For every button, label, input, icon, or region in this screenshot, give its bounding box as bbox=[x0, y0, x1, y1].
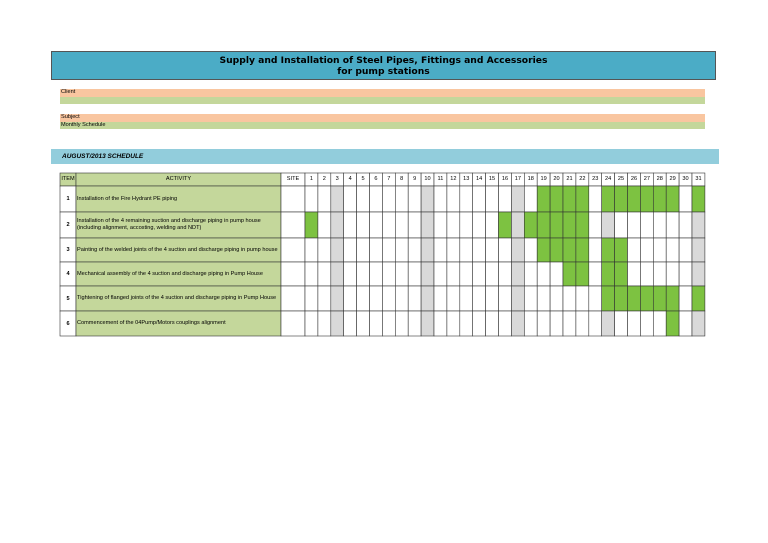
day-cell bbox=[447, 311, 460, 336]
day-cell bbox=[331, 286, 344, 311]
header-day-27: 27 bbox=[643, 176, 650, 182]
active-day-cell bbox=[615, 262, 628, 286]
day-cell bbox=[589, 186, 602, 212]
activity-text: Mechanical assembly of the 4 suction and discharge piping in Pump House bbox=[77, 270, 263, 277]
day-cell bbox=[357, 238, 370, 262]
day-cell bbox=[692, 311, 705, 336]
day-cell bbox=[408, 286, 421, 311]
day-cell bbox=[679, 311, 692, 336]
active-day-cell bbox=[550, 212, 563, 238]
active-day-cell bbox=[563, 186, 576, 212]
header-day-19: 19 bbox=[540, 176, 547, 182]
day-cell bbox=[460, 238, 473, 262]
day-cell bbox=[370, 286, 383, 311]
day-cell bbox=[421, 286, 434, 311]
active-day-cell bbox=[653, 186, 666, 212]
day-cell bbox=[524, 262, 537, 286]
site-cell bbox=[281, 186, 305, 212]
day-cell bbox=[692, 262, 705, 286]
day-cell bbox=[344, 186, 357, 212]
active-day-cell bbox=[537, 212, 550, 238]
site-cell bbox=[281, 262, 305, 286]
header-day-26: 26 bbox=[630, 176, 638, 182]
active-day-cell bbox=[576, 238, 589, 262]
day-cell bbox=[550, 286, 563, 311]
day-cell bbox=[499, 311, 512, 336]
day-cell bbox=[421, 311, 434, 336]
day-cell bbox=[653, 311, 666, 336]
header-day-10: 10 bbox=[424, 176, 431, 182]
day-cell bbox=[318, 286, 331, 311]
active-day-cell bbox=[563, 262, 576, 286]
day-cell bbox=[473, 186, 486, 212]
header-activity: ACTIVITY bbox=[165, 176, 192, 182]
title-line-2: for pump stations bbox=[337, 65, 430, 77]
active-day-cell bbox=[666, 311, 679, 336]
day-cell bbox=[537, 286, 550, 311]
day-cell bbox=[357, 262, 370, 286]
day-cell bbox=[679, 186, 692, 212]
day-cell bbox=[486, 186, 499, 212]
header-day-24: 24 bbox=[605, 176, 612, 182]
active-day-cell bbox=[692, 286, 705, 311]
day-cell bbox=[357, 311, 370, 336]
day-cell bbox=[576, 311, 589, 336]
active-day-cell bbox=[602, 286, 615, 311]
header-day-13: 13 bbox=[463, 176, 470, 182]
header-day-9: 9 bbox=[413, 176, 417, 182]
activity-text: Tightening of flanged joints of the 4 suction and discharge piping in Pump House bbox=[77, 295, 277, 302]
active-day-cell bbox=[563, 238, 576, 262]
day-cell bbox=[576, 286, 589, 311]
site-cell bbox=[281, 311, 305, 336]
day-cell bbox=[537, 311, 550, 336]
day-cell bbox=[524, 186, 537, 212]
header-day-3: 3 bbox=[335, 176, 339, 182]
day-cell bbox=[499, 238, 512, 262]
day-cell bbox=[653, 238, 666, 262]
header-day-31: 31 bbox=[695, 176, 702, 182]
day-cell bbox=[357, 212, 370, 238]
item-number: 6 bbox=[66, 320, 70, 327]
active-day-cell bbox=[666, 186, 679, 212]
client-label: Client bbox=[61, 89, 76, 95]
day-cell bbox=[628, 238, 641, 262]
header-day-7: 7 bbox=[387, 176, 391, 182]
header-day-25: 25 bbox=[617, 176, 625, 182]
day-cell bbox=[344, 262, 357, 286]
day-cell bbox=[602, 212, 615, 238]
day-cell bbox=[473, 262, 486, 286]
day-cell bbox=[305, 238, 318, 262]
day-cell bbox=[460, 186, 473, 212]
day-cell bbox=[460, 286, 473, 311]
day-cell bbox=[395, 262, 408, 286]
day-cell bbox=[408, 238, 421, 262]
active-day-cell bbox=[615, 238, 628, 262]
day-cell bbox=[499, 186, 512, 212]
active-day-cell bbox=[640, 286, 653, 311]
day-cell bbox=[408, 311, 421, 336]
active-day-cell bbox=[628, 186, 641, 212]
day-cell bbox=[511, 238, 524, 262]
day-cell bbox=[408, 212, 421, 238]
day-cell bbox=[395, 286, 408, 311]
activity-text: Installation of the 4 remaining suction and discharge piping in pump house (including alignment, accosting, welding and NDT) bbox=[77, 218, 261, 231]
day-cell bbox=[460, 262, 473, 286]
header-day-28: 28 bbox=[656, 176, 663, 182]
item-number: 2 bbox=[66, 222, 70, 228]
item-number: 3 bbox=[66, 247, 70, 253]
day-cell bbox=[434, 286, 447, 311]
header-day-15: 15 bbox=[488, 176, 496, 182]
day-cell bbox=[357, 286, 370, 311]
day-cell bbox=[628, 262, 641, 286]
day-cell bbox=[511, 186, 524, 212]
day-cell bbox=[421, 186, 434, 212]
header-day-2: 2 bbox=[322, 176, 326, 182]
day-cell bbox=[511, 311, 524, 336]
day-cell bbox=[473, 238, 486, 262]
site-cell bbox=[281, 286, 305, 311]
day-cell bbox=[563, 286, 576, 311]
day-cell bbox=[344, 238, 357, 262]
day-cell bbox=[550, 311, 563, 336]
day-cell bbox=[370, 238, 383, 262]
header-day-16: 16 bbox=[501, 176, 509, 182]
active-day-cell bbox=[576, 212, 589, 238]
header-day-12: 12 bbox=[450, 176, 457, 182]
day-cell bbox=[382, 186, 395, 212]
header-day-5: 5 bbox=[361, 176, 365, 182]
header-item: ITEM bbox=[61, 176, 75, 182]
active-day-cell bbox=[576, 186, 589, 212]
day-cell bbox=[473, 311, 486, 336]
header-day-29: 29 bbox=[669, 176, 676, 182]
day-cell bbox=[679, 238, 692, 262]
active-day-cell bbox=[653, 286, 666, 311]
subject-value: Monthly Schedule bbox=[61, 122, 106, 128]
day-cell bbox=[421, 212, 434, 238]
activity-text: Installation of the Fire Hydrant PE piping bbox=[77, 195, 178, 202]
day-cell bbox=[344, 286, 357, 311]
day-cell bbox=[666, 262, 679, 286]
day-cell bbox=[550, 262, 563, 286]
day-cell bbox=[628, 212, 641, 238]
day-cell bbox=[486, 212, 499, 238]
day-cell bbox=[344, 311, 357, 336]
day-cell bbox=[486, 286, 499, 311]
day-cell bbox=[486, 311, 499, 336]
day-cell bbox=[382, 262, 395, 286]
active-day-cell bbox=[615, 286, 628, 311]
day-cell bbox=[421, 238, 434, 262]
day-cell bbox=[382, 311, 395, 336]
day-cell bbox=[589, 262, 602, 286]
day-cell bbox=[395, 212, 408, 238]
item-number: 5 bbox=[66, 295, 70, 302]
active-day-cell bbox=[524, 212, 537, 238]
day-cell bbox=[679, 286, 692, 311]
day-cell bbox=[395, 186, 408, 212]
header-day-17: 17 bbox=[514, 176, 521, 182]
day-cell bbox=[305, 186, 318, 212]
day-cell bbox=[499, 286, 512, 311]
day-cell bbox=[640, 311, 653, 336]
day-cell bbox=[679, 262, 692, 286]
day-cell bbox=[653, 262, 666, 286]
day-cell bbox=[382, 238, 395, 262]
header-day-11: 11 bbox=[437, 176, 444, 182]
header-day-21: 21 bbox=[566, 176, 573, 182]
day-cell bbox=[434, 212, 447, 238]
day-cell bbox=[408, 186, 421, 212]
day-cell bbox=[653, 212, 666, 238]
day-cell bbox=[434, 311, 447, 336]
day-cell bbox=[524, 238, 537, 262]
day-cell bbox=[640, 212, 653, 238]
day-cell bbox=[344, 212, 357, 238]
item-number: 1 bbox=[66, 196, 70, 202]
day-cell bbox=[473, 212, 486, 238]
activity-text: Painting of the welded joints of the 4 suction and discharge piping in pump house bbox=[77, 246, 278, 253]
header-day-14: 14 bbox=[476, 176, 483, 182]
active-day-cell bbox=[537, 238, 550, 262]
day-cell bbox=[331, 186, 344, 212]
day-cell bbox=[447, 286, 460, 311]
header-day-22: 22 bbox=[579, 176, 586, 182]
day-cell bbox=[370, 186, 383, 212]
day-cell bbox=[628, 311, 641, 336]
header-day-18: 18 bbox=[527, 176, 534, 182]
day-cell bbox=[640, 262, 653, 286]
day-cell bbox=[370, 262, 383, 286]
day-cell bbox=[589, 238, 602, 262]
header-day-20: 20 bbox=[553, 176, 560, 182]
day-cell bbox=[524, 286, 537, 311]
active-day-cell bbox=[576, 262, 589, 286]
day-cell bbox=[666, 212, 679, 238]
day-cell bbox=[331, 262, 344, 286]
header-day-4: 4 bbox=[348, 176, 352, 182]
active-day-cell bbox=[537, 186, 550, 212]
day-cell bbox=[524, 311, 537, 336]
active-day-cell bbox=[666, 286, 679, 311]
active-day-cell bbox=[602, 186, 615, 212]
day-cell bbox=[589, 286, 602, 311]
day-cell bbox=[589, 311, 602, 336]
active-day-cell bbox=[615, 186, 628, 212]
active-day-cell bbox=[628, 286, 641, 311]
site-cell bbox=[281, 212, 305, 238]
day-cell bbox=[447, 212, 460, 238]
day-cell bbox=[318, 212, 331, 238]
active-day-cell bbox=[563, 212, 576, 238]
day-cell bbox=[305, 286, 318, 311]
day-cell bbox=[447, 186, 460, 212]
day-cell bbox=[305, 262, 318, 286]
day-cell bbox=[331, 311, 344, 336]
activity-text: Commencement of the 04Pump/Motors couplings alignment bbox=[77, 320, 226, 327]
day-cell bbox=[408, 262, 421, 286]
day-cell bbox=[666, 238, 679, 262]
day-cell bbox=[537, 262, 550, 286]
day-cell bbox=[486, 262, 499, 286]
day-cell bbox=[640, 238, 653, 262]
day-cell bbox=[331, 212, 344, 238]
day-cell bbox=[434, 238, 447, 262]
day-cell bbox=[395, 238, 408, 262]
day-cell bbox=[563, 311, 576, 336]
day-cell bbox=[692, 212, 705, 238]
active-day-cell bbox=[692, 186, 705, 212]
day-cell bbox=[447, 262, 460, 286]
header-day-6: 6 bbox=[374, 176, 378, 182]
day-cell bbox=[692, 238, 705, 262]
active-day-cell bbox=[602, 238, 615, 262]
day-cell bbox=[357, 186, 370, 212]
active-day-cell bbox=[305, 212, 318, 238]
day-cell bbox=[421, 262, 434, 286]
day-cell bbox=[434, 262, 447, 286]
day-cell bbox=[447, 238, 460, 262]
header-day-8: 8 bbox=[400, 176, 404, 182]
header-day-1: 1 bbox=[309, 176, 313, 182]
day-cell bbox=[395, 311, 408, 336]
active-day-cell bbox=[602, 262, 615, 286]
day-cell bbox=[615, 311, 628, 336]
active-day-cell bbox=[499, 212, 512, 238]
day-cell bbox=[511, 262, 524, 286]
day-cell bbox=[486, 238, 499, 262]
day-cell bbox=[679, 212, 692, 238]
day-cell bbox=[318, 311, 331, 336]
header-day-23: 23 bbox=[592, 176, 599, 182]
header-day-30: 30 bbox=[682, 176, 689, 182]
day-cell bbox=[370, 311, 383, 336]
day-cell bbox=[511, 212, 524, 238]
day-cell bbox=[460, 212, 473, 238]
day-cell bbox=[382, 212, 395, 238]
day-cell bbox=[318, 262, 331, 286]
day-cell bbox=[499, 262, 512, 286]
day-cell bbox=[511, 286, 524, 311]
subject-label: Subject bbox=[61, 114, 80, 120]
active-day-cell bbox=[640, 186, 653, 212]
title-line-1: Supply and Installation of Steel Pipes, Fittings and Accessories bbox=[219, 54, 548, 66]
active-day-cell bbox=[550, 186, 563, 212]
day-cell bbox=[615, 212, 628, 238]
day-cell bbox=[434, 186, 447, 212]
day-cell bbox=[370, 212, 383, 238]
active-day-cell bbox=[550, 238, 563, 262]
day-cell bbox=[305, 311, 318, 336]
day-cell bbox=[460, 311, 473, 336]
day-cell bbox=[318, 238, 331, 262]
schedule-title: AUGUST/2013 SCHEDULE bbox=[62, 153, 144, 160]
day-cell bbox=[602, 311, 615, 336]
day-cell bbox=[589, 212, 602, 238]
item-number: 4 bbox=[66, 271, 70, 277]
site-cell bbox=[281, 238, 305, 262]
day-cell bbox=[331, 238, 344, 262]
day-cell bbox=[318, 186, 331, 212]
day-cell bbox=[473, 286, 486, 311]
day-cell bbox=[382, 286, 395, 311]
header-site: SITE bbox=[286, 176, 300, 182]
